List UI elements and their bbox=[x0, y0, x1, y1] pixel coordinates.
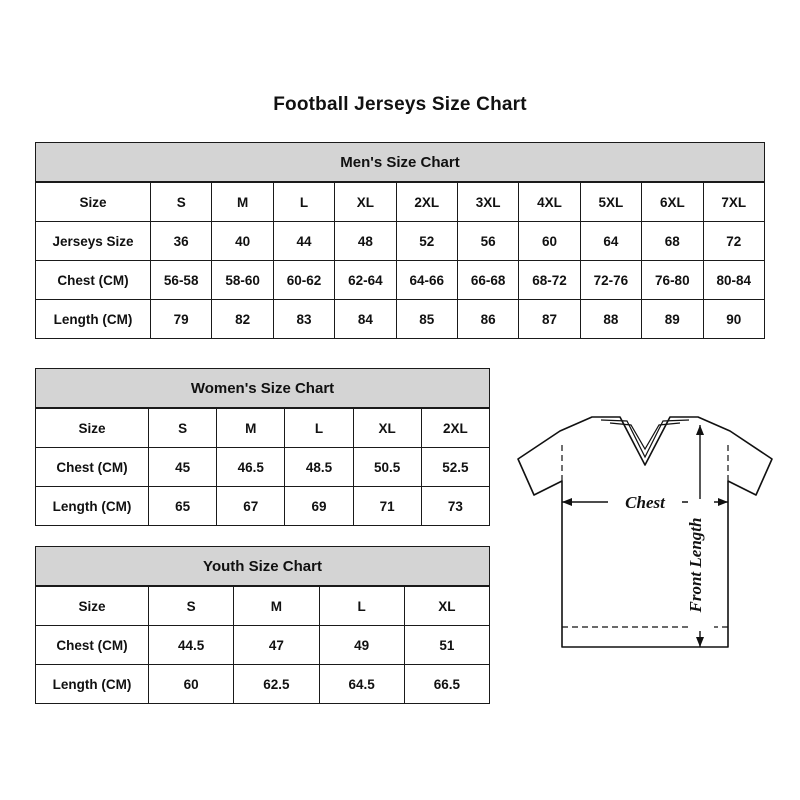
table-cell: 64-66 bbox=[396, 261, 457, 300]
table-cell: 62-64 bbox=[335, 261, 396, 300]
table-cell: 56 bbox=[457, 222, 518, 261]
table-cell: 44.5 bbox=[149, 626, 234, 665]
tshirt-outline bbox=[518, 417, 772, 647]
womens-size-table bbox=[35, 408, 490, 526]
table-cell: 4XL bbox=[519, 183, 580, 222]
table-cell: 89 bbox=[642, 300, 703, 339]
row-label: Chest (CM) bbox=[36, 448, 149, 487]
table-cell: 72-76 bbox=[580, 261, 641, 300]
page-title: Football Jerseys Size Chart bbox=[273, 94, 527, 115]
table-cell: 84 bbox=[335, 300, 396, 339]
youth-size-chart bbox=[35, 546, 490, 704]
table-cell: 65 bbox=[149, 487, 217, 526]
table-row bbox=[36, 665, 490, 704]
sleeve-seam-lines bbox=[562, 445, 728, 481]
table-cell: 66.5 bbox=[404, 665, 489, 704]
jersey-measurement-diagram bbox=[500, 395, 790, 685]
table-cell: 73 bbox=[421, 487, 489, 526]
table-cell: 56-58 bbox=[151, 261, 212, 300]
table-cell: S bbox=[149, 409, 217, 448]
table-row bbox=[36, 587, 490, 626]
row-label: Chest (CM) bbox=[36, 626, 149, 665]
table-row bbox=[36, 626, 490, 665]
table-cell: 48.5 bbox=[285, 448, 353, 487]
table-cell: 76-80 bbox=[642, 261, 703, 300]
row-label: Size bbox=[36, 587, 149, 626]
table-cell: 64 bbox=[580, 222, 641, 261]
table-cell: 60 bbox=[519, 222, 580, 261]
table-cell: 49 bbox=[319, 626, 404, 665]
table-cell: S bbox=[149, 587, 234, 626]
table-cell: 72 bbox=[703, 222, 764, 261]
table-cell: L bbox=[319, 587, 404, 626]
table-cell: 86 bbox=[457, 300, 518, 339]
table-row bbox=[36, 487, 490, 526]
table-cell: 44 bbox=[273, 222, 334, 261]
table-cell: XL bbox=[353, 409, 421, 448]
row-label: Size bbox=[36, 183, 151, 222]
table-cell: 60-62 bbox=[273, 261, 334, 300]
table-cell: 7XL bbox=[703, 183, 764, 222]
table-cell: 40 bbox=[212, 222, 273, 261]
table-cell: XL bbox=[335, 183, 396, 222]
table-cell: 6XL bbox=[642, 183, 703, 222]
table-cell: M bbox=[217, 409, 285, 448]
table-cell: 83 bbox=[273, 300, 334, 339]
table-row bbox=[36, 448, 490, 487]
mens-size-chart-header: Men's Size Chart bbox=[35, 142, 765, 182]
table-cell: 51 bbox=[404, 626, 489, 665]
youth-size-chart-header: Youth Size Chart bbox=[35, 546, 490, 586]
row-label: Size bbox=[36, 409, 149, 448]
table-cell: 47 bbox=[234, 626, 319, 665]
table-cell: 69 bbox=[285, 487, 353, 526]
table-cell: 58-60 bbox=[212, 261, 273, 300]
table-row bbox=[36, 409, 490, 448]
mens-size-chart bbox=[35, 142, 765, 339]
table-cell: 64.5 bbox=[319, 665, 404, 704]
table-cell: 87 bbox=[519, 300, 580, 339]
table-row bbox=[36, 261, 765, 300]
row-label: Length (CM) bbox=[36, 300, 151, 339]
table-cell: L bbox=[273, 183, 334, 222]
table-row bbox=[36, 300, 765, 339]
table-cell: M bbox=[234, 587, 319, 626]
table-cell: 60 bbox=[149, 665, 234, 704]
table-cell: 46.5 bbox=[217, 448, 285, 487]
table-cell: 79 bbox=[151, 300, 212, 339]
table-cell: 3XL bbox=[457, 183, 518, 222]
table-cell: 5XL bbox=[580, 183, 641, 222]
table-cell: 88 bbox=[580, 300, 641, 339]
table-cell: 50.5 bbox=[353, 448, 421, 487]
table-cell: 68-72 bbox=[519, 261, 580, 300]
youth-size-table bbox=[35, 586, 490, 704]
mens-size-table bbox=[35, 182, 765, 339]
table-cell: 62.5 bbox=[234, 665, 319, 704]
table-cell: 48 bbox=[335, 222, 396, 261]
table-cell: 66-68 bbox=[457, 261, 518, 300]
table-cell: 85 bbox=[396, 300, 457, 339]
table-cell: XL bbox=[404, 587, 489, 626]
table-cell: 68 bbox=[642, 222, 703, 261]
womens-size-chart-header: Women's Size Chart bbox=[35, 368, 490, 408]
table-cell: 67 bbox=[217, 487, 285, 526]
table-row bbox=[36, 222, 765, 261]
collar-lines bbox=[601, 420, 689, 457]
table-cell: M bbox=[212, 183, 273, 222]
table-cell: 52 bbox=[396, 222, 457, 261]
womens-size-chart bbox=[35, 368, 490, 526]
table-cell: 36 bbox=[151, 222, 212, 261]
table-row bbox=[36, 183, 765, 222]
table-cell: 90 bbox=[703, 300, 764, 339]
table-cell: S bbox=[151, 183, 212, 222]
table-cell: 80-84 bbox=[703, 261, 764, 300]
table-cell: 45 bbox=[149, 448, 217, 487]
row-label: Jerseys Size bbox=[36, 222, 151, 261]
front-length-label: Front Length bbox=[686, 517, 705, 613]
table-cell: L bbox=[285, 409, 353, 448]
row-label: Length (CM) bbox=[36, 487, 149, 526]
row-label: Chest (CM) bbox=[36, 261, 151, 300]
table-cell: 82 bbox=[212, 300, 273, 339]
row-label: Length (CM) bbox=[36, 665, 149, 704]
chest-label: Chest bbox=[625, 493, 665, 512]
table-cell: 71 bbox=[353, 487, 421, 526]
table-cell: 2XL bbox=[396, 183, 457, 222]
table-cell: 52.5 bbox=[421, 448, 489, 487]
table-cell: 2XL bbox=[421, 409, 489, 448]
